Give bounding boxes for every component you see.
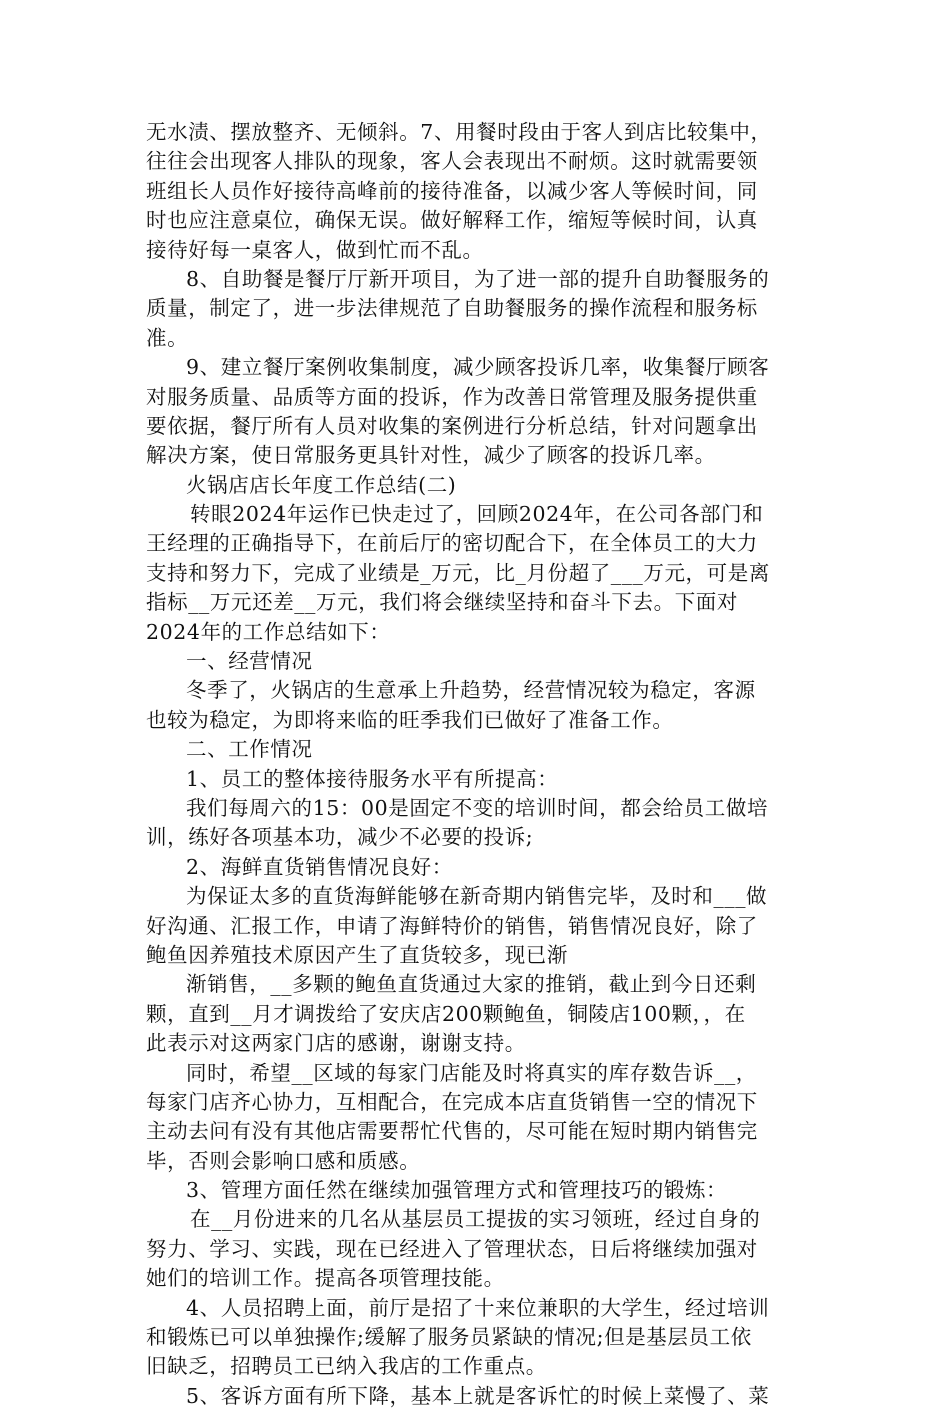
text-line: 和锻炼已可以单独操作;缓解了服务员紧缺的情况;但是基层员工依: [146, 1325, 752, 1350]
text-line: 鲍鱼因养殖技术原因产生了直货较多，现已渐: [146, 942, 568, 967]
text-line: 指标__万元还差__万元，我们将会继续坚持和奋斗下去。下面对: [146, 590, 738, 615]
text-line: 时也应注意桌位，确保无误。做好解释工作，缩短等候时间，认真: [146, 208, 758, 233]
text-line: 主动去问有没有其他店需要帮忙代售的，尽可能在短时期内销售完: [146, 1119, 758, 1144]
text-line: 也较为稳定，为即将来临的旺季我们已做好了准备工作。: [146, 707, 674, 732]
text-line: 9、建立餐厅案例收集制度，减少顾客投诉几率，收集餐厅顾客: [186, 355, 770, 380]
text-line: 质量，制定了，进一步法律规范了自助餐服务的操作流程和服务标: [146, 296, 758, 321]
text-line: 王经理的正确指导下，在前后厅的密切配合下，在全体员工的大力: [146, 531, 758, 556]
text-line: 对服务质量、品质等方面的投诉，作为改善日常管理及服务提供重: [146, 384, 758, 409]
text-line: 解决方案，使日常服务更具针对性，减少了顾客的投诉几率。: [146, 443, 716, 468]
text-line: 转眼2024年运作已快走过了，回顾2024年，在公司各部门和: [190, 502, 764, 527]
text-line: 准。: [146, 325, 189, 350]
text-line: 一、经营情况: [186, 649, 313, 674]
text-line: 要依据，餐厅所有人员对收集的案例进行分析总结，针对问题拿出: [146, 413, 758, 438]
text-line: 此表示对这两家门店的感谢，谢谢支持。: [146, 1031, 526, 1056]
text-line: 8、自助餐是餐厅厅新开项目，为了进一部的提升自助餐服务的: [186, 266, 770, 291]
text-line: 在__月份进来的几名从基层员工提拔的实习领班，经过自身的: [190, 1207, 761, 1232]
text-line: 训，练好各项基本功，减少不必要的投诉;: [146, 825, 534, 850]
text-line: 渐销售，__多颗的鲍鱼直货通过大家的推销，截止到今日还剩: [186, 972, 757, 997]
text-line: 为保证太多的直货海鲜能够在新奇期内销售完毕，及时和___做: [186, 884, 768, 909]
text-line: 3、管理方面任然在继续加强管理方式和管理技巧的锻炼：: [186, 1178, 728, 1203]
text-line: 2、海鲜直货销售情况良好：: [186, 854, 453, 879]
text-line: 毕，否则会影响口感和质感。: [146, 1148, 421, 1173]
text-line: 接待好每一桌客人，做到忙而不乱。: [146, 237, 484, 262]
text-line: 往往会出现客人排队的现象，客人会表现出不耐烦。这时就需要领: [146, 149, 758, 174]
text-line: 2024年的工作总结如下：: [146, 619, 391, 644]
text-line: 无水渍、摆放整齐、无倾斜。7、用餐时段由于客人到店比较集中，: [146, 120, 772, 144]
text-line: 我们每周六的15：00是固定不变的培训时间，都会给员工做培: [186, 795, 769, 820]
text-line: 旧缺乏，招聘员工已纳入我店的工作重点。: [146, 1354, 547, 1379]
text-line: 1、员工的整体接待服务水平有所提高：: [186, 766, 559, 791]
text-line: 颗，直到__月才调拨给了安庆店200颗鲍鱼，铜陵店100颗，，在: [146, 1001, 746, 1026]
text-line: 冬季了，火锅店的生意承上升趋势，经营情况较为稳定，客源: [186, 678, 756, 703]
text-line: 5、客诉方面有所下降，基本上就是客诉忙的时候上菜慢了、菜: [186, 1383, 770, 1408]
text-line: 班组长人员作好接待高峰前的接待准备，以减少客人等候时间，同: [146, 178, 758, 203]
text-line: 二、工作情况: [186, 737, 313, 762]
text-line: 火锅店店长年度工作总结(二): [186, 472, 457, 497]
text-line: 支持和努力下，完成了业绩是_万元，比_月份超了___万元，可是离: [146, 560, 770, 585]
text-line: 努力、学习、实践，现在已经进入了管理状态，日后将继续加强对: [146, 1236, 758, 1261]
text-line: 好沟通、汇报工作，申请了海鲜特价的销售，销售情况良好，除了: [146, 913, 758, 938]
text-line: 4、人员招聘上面，前厅是招了十来位兼职的大学生，经过培训: [186, 1295, 770, 1320]
document-body: [146, 118, 810, 1411]
text-line: 每家门店齐心协力，互相配合，在完成本店直货销售一空的情况下: [146, 1089, 758, 1114]
text-line: 她们的培训工作。提高各项管理技能。: [146, 1266, 505, 1291]
text-line: 同时，希望__区域的每家门店能及时将真实的库存数告诉__，: [186, 1060, 757, 1085]
